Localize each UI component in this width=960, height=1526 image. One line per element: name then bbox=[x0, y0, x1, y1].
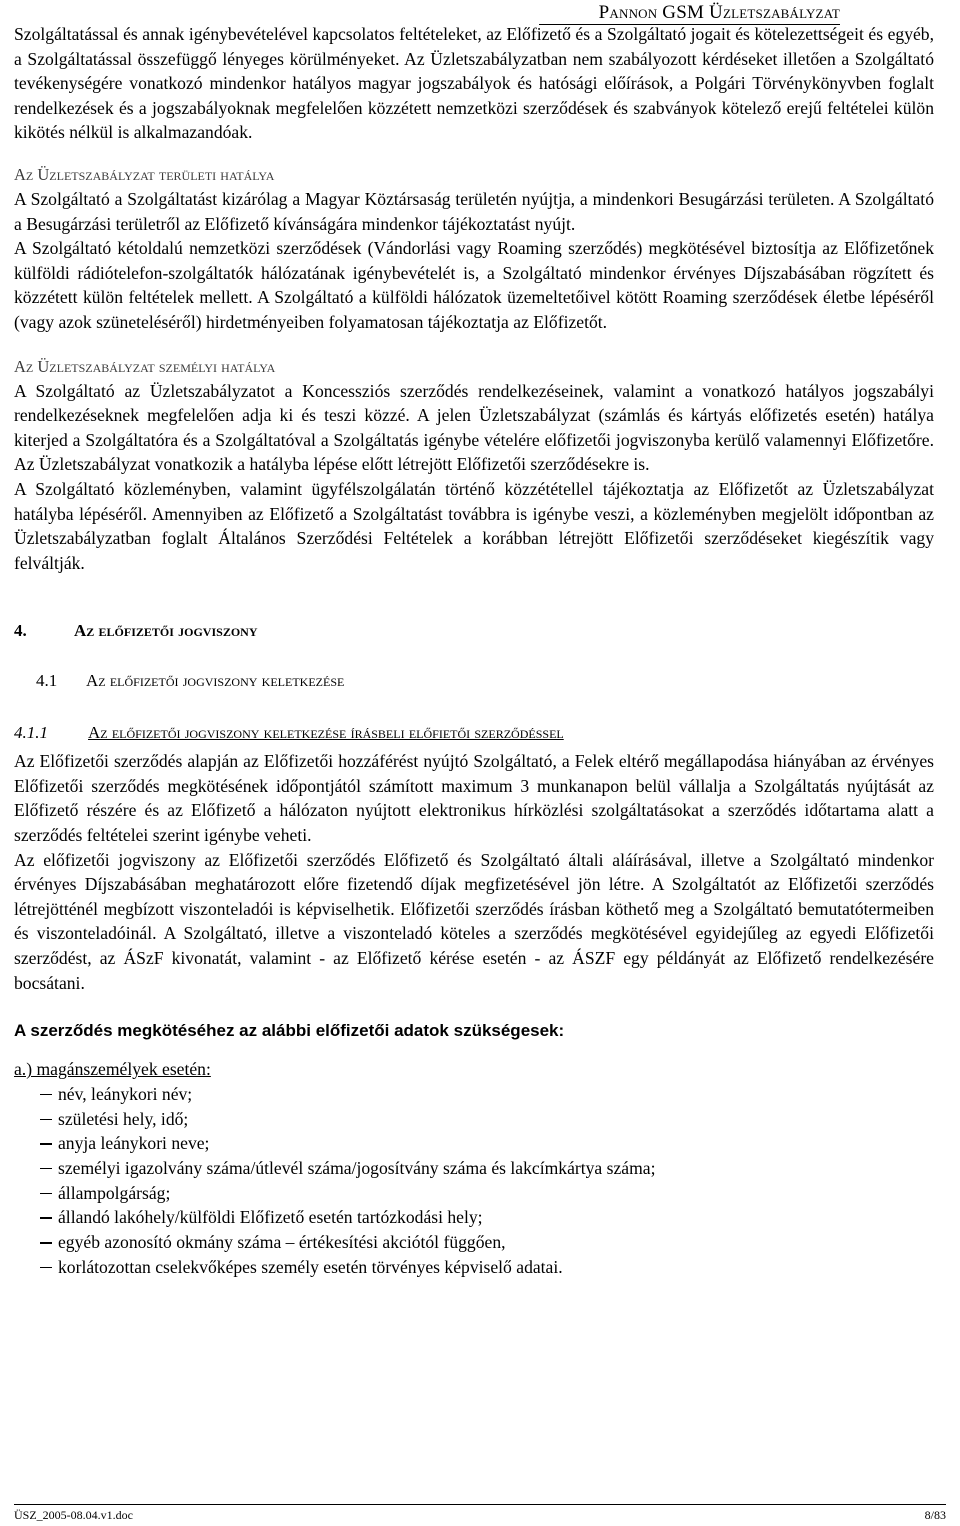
subsubsection-title: Az előfizetői jogviszony keletkezése írásbeli előfietői szerződéssel bbox=[88, 723, 564, 743]
paragraph: Az Előfizetői szerződés alapján az Előfizetői hozzáférést nyújtó Szolgáltató, a Felek eltérő megállapodása hiányában az érvényes Előfizetői szerződés megkötésének időpontjától számított maximum 3 munkanapon belül vállalja a Szolgáltatás nyújtását az Előfizető részére és az Előfizető a hálózaton nyújtott elektronikus hírközlési szolgáltatásokat a szerződés időtartama alatt a szerződés feltételei szerint igénybe veheti. bbox=[14, 751, 934, 846]
document-body bbox=[14, 22, 934, 1279]
paragraph: A Szolgáltató kétoldalú nemzetközi szerződések (Vándorlási vagy Roaming szerződés) megkötésével biztosítja az Előfizetőnek külföldi rádiótelefon-szolgáltatók hálózatának igénybevételét is, a Szolgáltató mindenkor érvényes Díjszabásában rögzített és közzétett külön feltételek mellett. A Szolgáltató a külföldi hálózatok üzemeltetőivel kötött Roaming szerződések életbe lépéséről (vagy azok szüneteléséről) hirdetményeiben folyamatosan tájékoztatja az Előfizetőt. bbox=[14, 238, 934, 332]
chapter-heading bbox=[14, 619, 934, 643]
required-data-heading: A szerződés megkötéséhez az alábbi előfizetői adatok szükségesek: bbox=[14, 1021, 565, 1041]
list-item: anyja leánykori neve; bbox=[14, 1131, 934, 1156]
paragraph: A Szolgáltató az Üzletszabályzatot a Koncessziós szerződés rendelkezéseinek, valamint a vonatkozó hatályos jogszabályi rendelkezéseknek megfelelően adja ki és teszi közzé. A jelen Üzletszabályzat (számlás és kártyás előfizetés esetén) hatálya kiterjed a Szolgáltatóra és a Szolgáltatóval a Szolgáltatás igénybe vételére előfizetői jogviszonyba kerülő valamennyi Előfizetőre. Az Üzletszabályzat vonatkozik a hatályba lépése előtt létrejött Előfizetői szerződésekre is. bbox=[14, 380, 934, 475]
paragraph: A Szolgáltató a Szolgáltatást kizárólag a Magyar Köztársaság területén nyújtja, a mindenkori Besugárzási területen. A Szolgáltató a Besugárzási területről az Előfizető kívánságára mindenkor tájékoztatást nyújt. bbox=[14, 188, 934, 234]
paragraph: A Szolgáltató közleményben, valamint ügyfélszolgálatán történő közzététellel tájékoztatja az Előfizetőt az Üzletszabályzat hatályba lépéséről. Amennyiben az Előfizető a Szolgáltatást továbbra is igénybe veszi, a közleményben megjelölt időpontban az Üzletszabályzatban foglalt Általános Szerződési Feltételek a korábban létrejött Előfizetői szerződéseket kiegészítik vagy felváltják. bbox=[14, 478, 934, 573]
subsubsection-heading bbox=[14, 721, 934, 745]
list-item: egyéb azonosító okmány száma – értékesítési akciótól függően, bbox=[14, 1230, 934, 1255]
list-item: állampolgárság; bbox=[14, 1181, 934, 1206]
section-title-territorial-scope: Az Üzletszabályzat területi hatálya bbox=[14, 164, 275, 184]
footer-divider bbox=[14, 1504, 946, 1505]
list-title: a.) magánszemélyek esetén: bbox=[14, 1059, 211, 1080]
list-item: korlátozottan cselekvőképes személy esetén törvényes képviselő adatai. bbox=[14, 1255, 934, 1280]
subsection-number: 4.1 bbox=[36, 671, 58, 691]
subsection-title: Az előfizetői jogviszony keletkezése bbox=[86, 671, 345, 691]
paragraph: Szolgáltatással és annak igénybevételével kapcsolatos feltételeket, az Előfizető és a Szolgáltató jogait és kötelezettségeit és egyéb, a Szolgáltatással összefüggő lényeges körülményeket. Az Üzletszabályzatban nem szabályozott kérdéseket illetően a Szolgáltató tevékenységére vonatkozó mindenkor hatályos magyar jogszabályok és hatósági előírások, a Polgári Törvénykönyvben foglalt rendelkezések és a jogszabályoknak megfelelően közzétett nemzetközi szerződések és szabványok kötelező erejű feltételei külön kikötés nélkül is alkalmazandóak. bbox=[14, 24, 934, 143]
subsection-heading bbox=[14, 669, 934, 693]
footer-page-number: 8/83 bbox=[924, 1508, 946, 1522]
page-footer bbox=[14, 1508, 946, 1522]
running-header: Pannon GSM Üzletszabályzat bbox=[539, 2, 840, 25]
list-item: születési hely, idő; bbox=[14, 1107, 934, 1132]
section-title-personal-scope: Az Üzletszabályzat személyi hatálya bbox=[14, 356, 276, 376]
paragraph: Az előfizetői jogviszony az Előfizetői szerződés Előfizető és Szolgáltató általi aláírásával, illetve a Szolgáltató mindenkor érvényes Díjszabásában meghatározott előre fizetendő díjak megfizetésével jön létre. A Szolgáltatót az Előfizetői szerződés létrejötténél megbízott viszonteladói is képviselhetik. Előfizetői szerződés írásban köthető meg a Szolgáltató bemutatótermeiben és viszonteladóinál. A Szolgáltató, illetve a viszonteladó köteles a szerződés megkötésével egyidejűleg az egyedi Előfizetői szerződést, az ÁSzF kivonatát, valamint - az Előfizető kérése esetén - az ÁSZF egy példányát az Előfizető rendelkezésére bocsátani. bbox=[14, 849, 934, 993]
required-data-list bbox=[14, 1082, 934, 1280]
list-item: név, leánykori név; bbox=[14, 1082, 934, 1107]
list-item: személyi igazolvány száma/útlevél száma/jogosítvány száma és lakcímkártya száma; bbox=[14, 1156, 934, 1181]
chapter-number: 4. bbox=[14, 621, 27, 641]
footer-filename: ÜSZ_2005-08.04.v1.doc bbox=[14, 1508, 133, 1522]
chapter-title: Az előfizetői jogviszony bbox=[74, 621, 258, 641]
list-item: állandó lakóhely/külföldi Előfizető esetén tartózkodási hely; bbox=[14, 1205, 934, 1230]
subsubsection-number: 4.1.1 bbox=[14, 723, 48, 743]
